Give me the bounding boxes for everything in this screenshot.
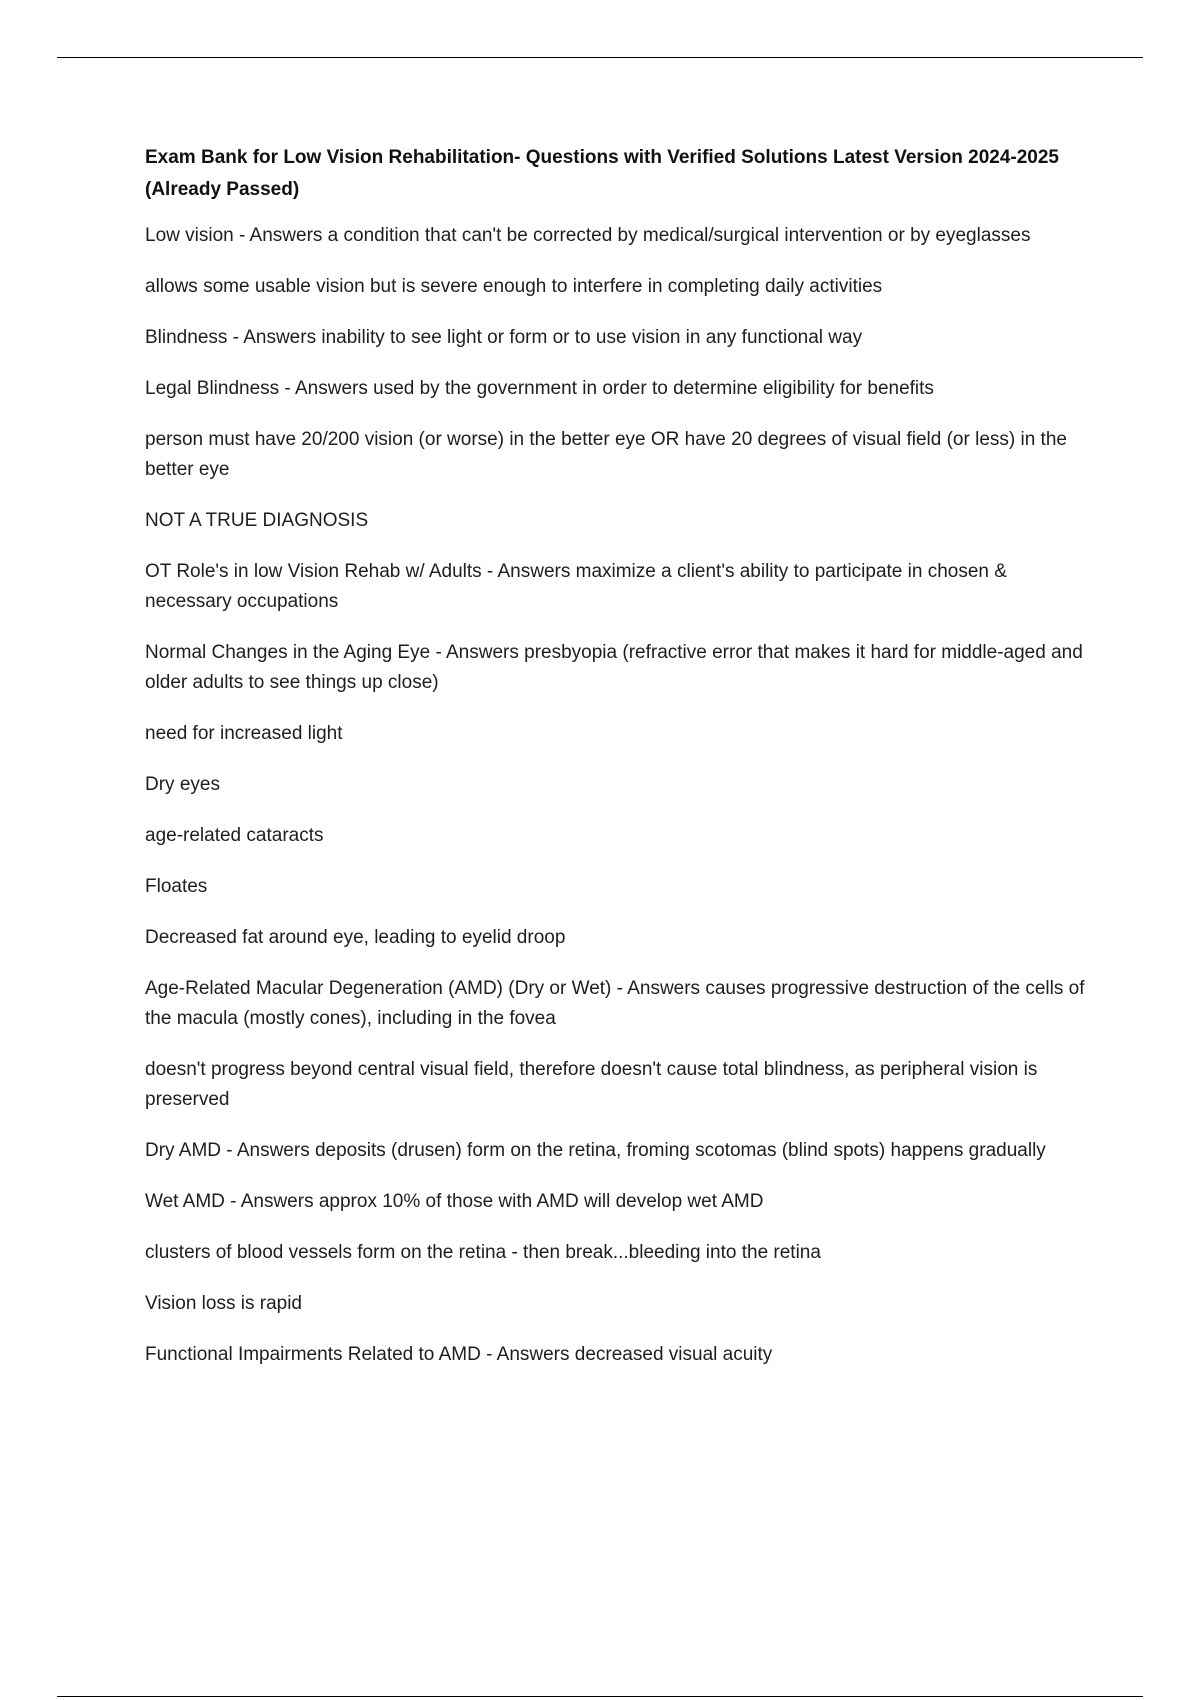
entry-list	[145, 221, 1090, 1370]
header-rule	[57, 57, 1143, 58]
entry-blindness: Blindness - Answers inability to see light or form or to use vision in any functional way	[145, 327, 863, 348]
footer-rule	[57, 1696, 1143, 1697]
entry-dry-amd: Dry AMD - Answers deposits (drusen) form on the retina, froming scotomas (blind spots) happens gradually	[145, 1140, 1046, 1161]
entry-functional-impairments: Functional Impairments Related to AMD - Answers decreased visual acuity	[145, 1344, 773, 1365]
entry-cataracts: age-related cataracts	[145, 825, 324, 846]
document-body	[145, 142, 1090, 1391]
entry-aging-eye: Normal Changes in the Aging Eye - Answers presbyopia (refractive error that makes it hard for middle-aged and older adults to see things up close)	[145, 642, 1083, 693]
entry-eyelid-droop: Decreased fat around eye, leading to eyelid droop	[145, 927, 566, 948]
entry-low-vision: Low vision - Answers a condition that can't be corrected by medical/surgical intervention or by eyeglasses	[145, 225, 1031, 246]
entry-ot-role: OT Role's in low Vision Rehab w/ Adults - Answers maximize a client's ability to participate in chosen & necessary occupations	[145, 561, 1007, 612]
entry-blood-vessels: clusters of blood vessels form on the retina - then break...bleeding into the retina	[145, 1242, 821, 1263]
entry-increased-light: need for increased light	[145, 723, 343, 744]
entry-vision-loss-rapid: Vision loss is rapid	[145, 1293, 303, 1314]
entry-amd-peripheral: doesn't progress beyond central visual field, therefore doesn't cause total blindness, as peripheral vision is preserved	[145, 1059, 1038, 1110]
entry-floaters: Floates	[145, 876, 208, 897]
entry-wet-amd: Wet AMD - Answers approx 10% of those with AMD will develop wet AMD	[145, 1191, 764, 1212]
document-title: Exam Bank for Low Vision Rehabilitation- Questions with Verified Solutions Latest Version 2024-2025 (Already Passed)	[145, 147, 1059, 200]
entry-not-true-diagnosis: NOT A TRUE DIAGNOSIS	[145, 510, 369, 531]
entry-legal-blindness: Legal Blindness - Answers used by the government in order to determine eligibility for benefits	[145, 378, 934, 399]
entry-usable-vision: allows some usable vision but is severe enough to interfere in completing daily activities	[145, 276, 883, 297]
entry-amd: Age-Related Macular Degeneration (AMD) (Dry or Wet) - Answers causes progressive destruction of the cells of the macula (mostly cones), including in the fovea	[145, 978, 1085, 1029]
entry-legal-blindness-criteria: person must have 20/200 vision (or worse) in the better eye OR have 20 degrees of visual field (or less) in the better eye	[145, 429, 1067, 480]
entry-dry-eyes: Dry eyes	[145, 774, 220, 795]
